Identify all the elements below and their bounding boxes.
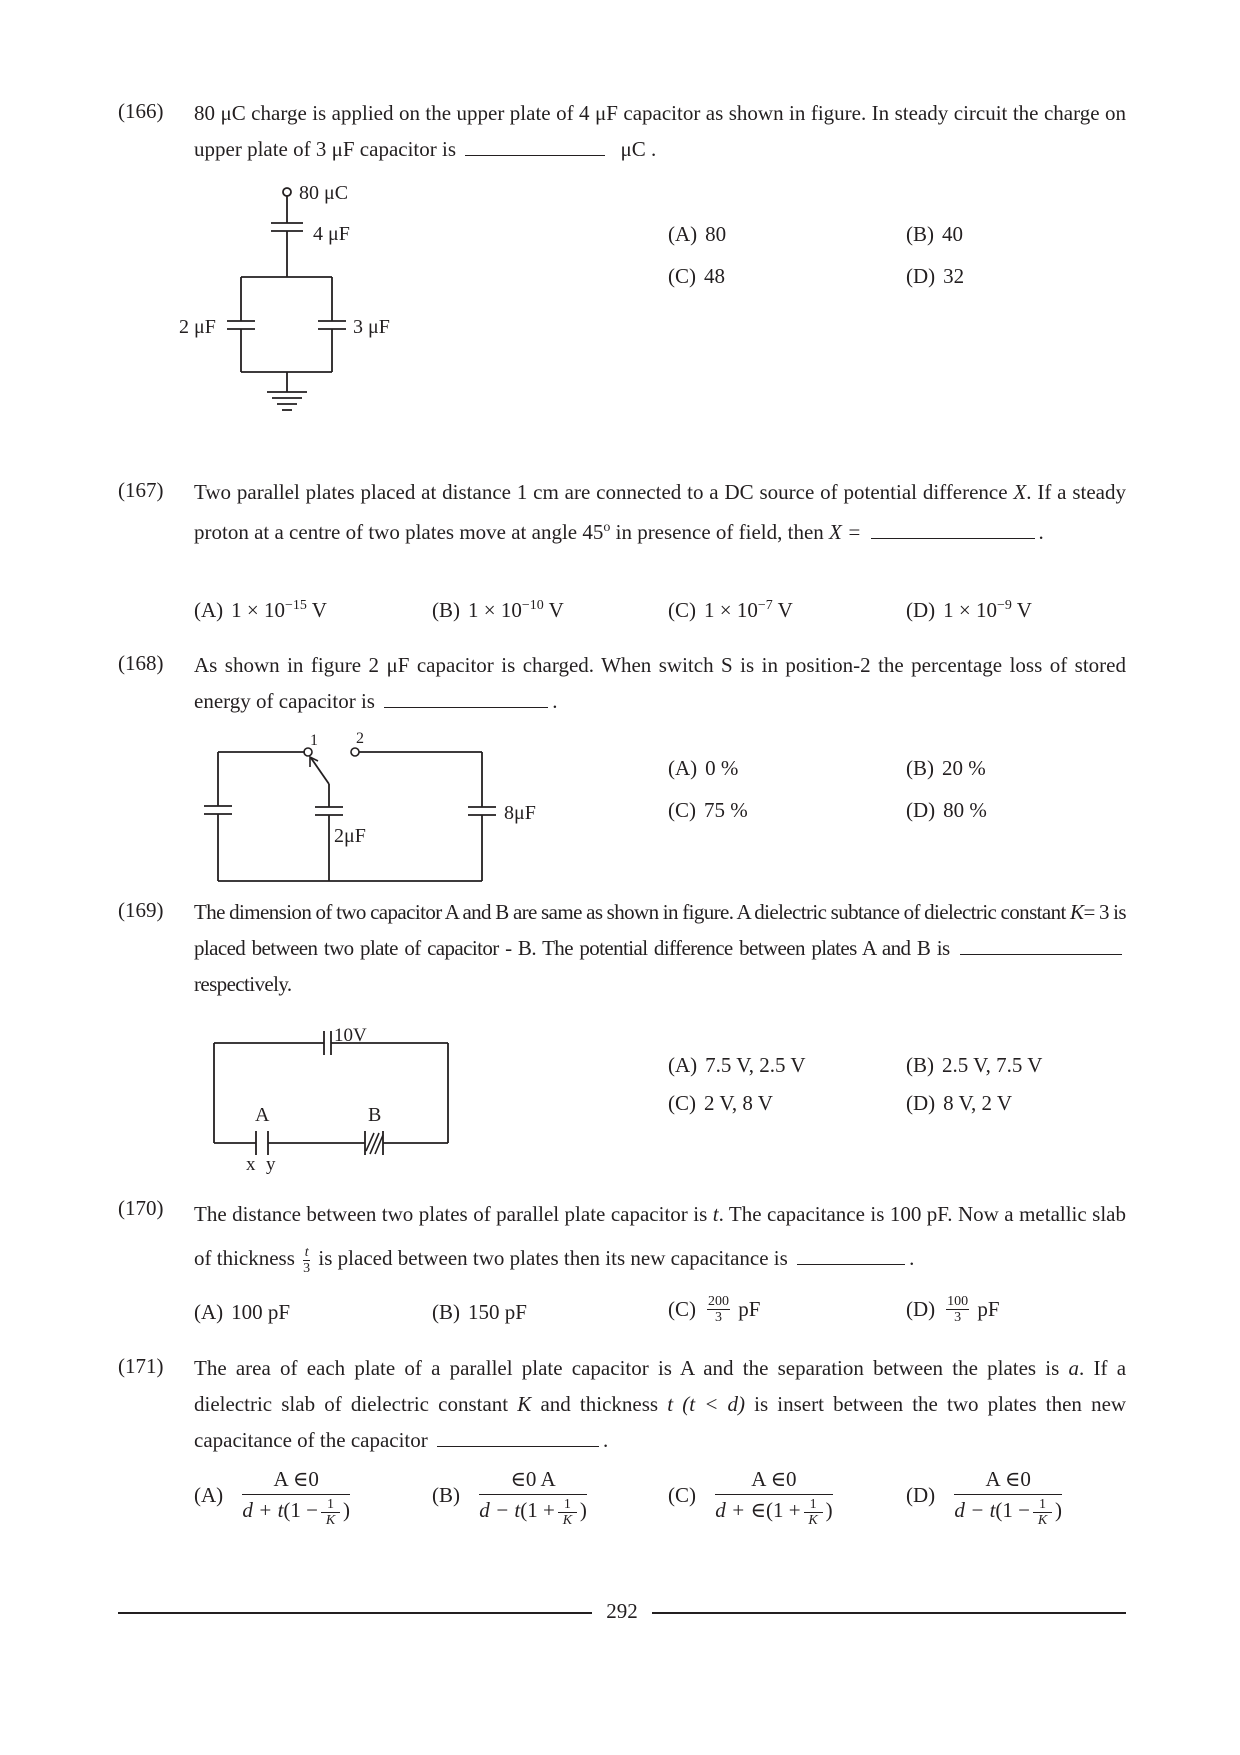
switch-position-1: 1 bbox=[310, 732, 318, 749]
answer-blank bbox=[384, 706, 548, 708]
answer-blank bbox=[960, 953, 1122, 955]
question-text: The distance between two plates of parallel plate capacitor is t. The capacitance is 100 pF. Now a metallic slab of thickness $\frac{t}{3}$ is placed between two plates then its new capacitance is . bbox=[194, 1202, 1126, 1276]
answer-blank bbox=[871, 537, 1035, 539]
option-d[interactable]: (D) 8 V, 2 V bbox=[906, 1091, 1013, 1115]
answer-blank bbox=[465, 154, 605, 156]
footer-rule-left bbox=[118, 1612, 592, 1614]
question-text: The dimension of two capacitor A and B are same as shown in figure. A dielectric subtance of dielectric constant K= 3 is placed between two plate of capacitor - B. The potential difference between plates A and B is respectively. bbox=[194, 900, 1126, 996]
label-80uc: 80 μC bbox=[299, 182, 349, 204]
question-number: (166) bbox=[118, 99, 164, 123]
option-c[interactable]: (C) 75 % bbox=[668, 798, 748, 822]
question-number: (169) bbox=[118, 898, 164, 922]
question-text: Two parallel plates placed at distance 1 cm are connected to a DC source of potential difference X. If a steady proton at a centre of two plates move at angle 45$^o$ in presence of field, then X = . bbox=[194, 480, 1126, 544]
answer-blank bbox=[437, 1445, 599, 1447]
label-2uf: 2 μF bbox=[179, 316, 216, 338]
option-a[interactable]: (A) 0 % bbox=[668, 756, 739, 780]
question-number: (170) bbox=[118, 1196, 164, 1220]
question-number: (168) bbox=[118, 651, 164, 675]
circuit-diagram-169 bbox=[200, 1020, 460, 1175]
option-c[interactable]: (C) 2 V, 8 V bbox=[668, 1091, 773, 1115]
option-b[interactable]: (B) 2.5 V, 7.5 V bbox=[906, 1053, 1043, 1077]
page-number: 292 bbox=[606, 1599, 638, 1623]
answer-blank bbox=[797, 1263, 905, 1265]
option-a[interactable]: (A) 7.5 V, 2.5 V bbox=[668, 1053, 806, 1077]
option-d[interactable]: (D) 80 % bbox=[906, 798, 987, 822]
option-d[interactable]: (D) $\frac{100}{3}$ pF bbox=[906, 1294, 1000, 1325]
switch-position-2: 2 bbox=[356, 730, 364, 747]
footer-rule-right bbox=[652, 1612, 1126, 1614]
option-d[interactable]: (D) $1 \times 10^{-9}$ V bbox=[906, 598, 1032, 622]
option-b[interactable]: (B) 40 bbox=[906, 222, 963, 246]
question-text: 80 μC charge is applied on the upper plate of 4 μF capacitor as shown in figure. In steady circuit the charge on upper plate of 3 μF capacitor is μC . bbox=[194, 101, 1126, 161]
option-d[interactable]: (D) 32 bbox=[906, 264, 965, 288]
label-a: A bbox=[255, 1104, 270, 1126]
label-x: x bbox=[246, 1154, 256, 1175]
question-number: (167) bbox=[118, 478, 164, 502]
option-a[interactable]: (A) $1 \times 10^{-15}$ V bbox=[194, 598, 327, 622]
option-d[interactable]: (D) A ∈0 d − t(1 − $\frac{1}{K}$ ) bbox=[906, 1464, 1062, 1528]
question-text: The area of each plate of a parallel plate capacitor is A and the separation between the plates is a. If a dielectric slab of dielectric constant K and thickness t (t < d) is insert between the two plates then new capacitance of the capacitor . bbox=[194, 1356, 1127, 1452]
option-a[interactable]: (A) A ∈0 d + t(1 − $\frac{1}{K}$ ) bbox=[194, 1464, 350, 1528]
label-2uf: 2μF bbox=[334, 825, 366, 847]
label-4uf: 4 μF bbox=[313, 223, 350, 245]
option-b[interactable]: (B) $1 \times 10^{-10}$ V bbox=[432, 598, 564, 622]
circuit-diagram-168 bbox=[200, 730, 560, 890]
label-8uf: 8μF bbox=[504, 802, 536, 824]
option-c[interactable]: (C) 48 bbox=[668, 264, 725, 288]
option-c[interactable]: (C) $\frac{200}{3}$ pF bbox=[668, 1294, 761, 1325]
label-10v: 10V bbox=[334, 1025, 367, 1046]
label-b: B bbox=[368, 1104, 382, 1126]
option-b[interactable]: (B) ∈0 A d − t(1 + $\frac{1}{K}$ ) bbox=[432, 1464, 587, 1528]
label-y: y bbox=[266, 1154, 276, 1175]
option-b[interactable]: (B) 150 pF bbox=[432, 1300, 527, 1324]
fraction-t-over-3: $\frac{t}{3}$ bbox=[303, 1244, 311, 1276]
option-c[interactable]: (C) A ∈0 d + ∈(1 + $\frac{1}{K}$ ) bbox=[668, 1464, 833, 1528]
label-3uf: 3 μF bbox=[353, 316, 390, 338]
option-a[interactable]: (A) 80 bbox=[668, 222, 727, 246]
question-number: (171) bbox=[118, 1354, 164, 1378]
option-b[interactable]: (B) 20 % bbox=[906, 756, 986, 780]
option-a[interactable]: (A) 100 pF bbox=[194, 1300, 291, 1324]
option-c[interactable]: (C) $1 \times 10^{-7}$ V bbox=[668, 598, 793, 622]
circuit-diagram-166 bbox=[175, 180, 415, 420]
question-text: As shown in figure 2 μF capacitor is charged. When switch S is in position-2 the percentage loss of stored energy of capacitor is . bbox=[194, 653, 1126, 713]
